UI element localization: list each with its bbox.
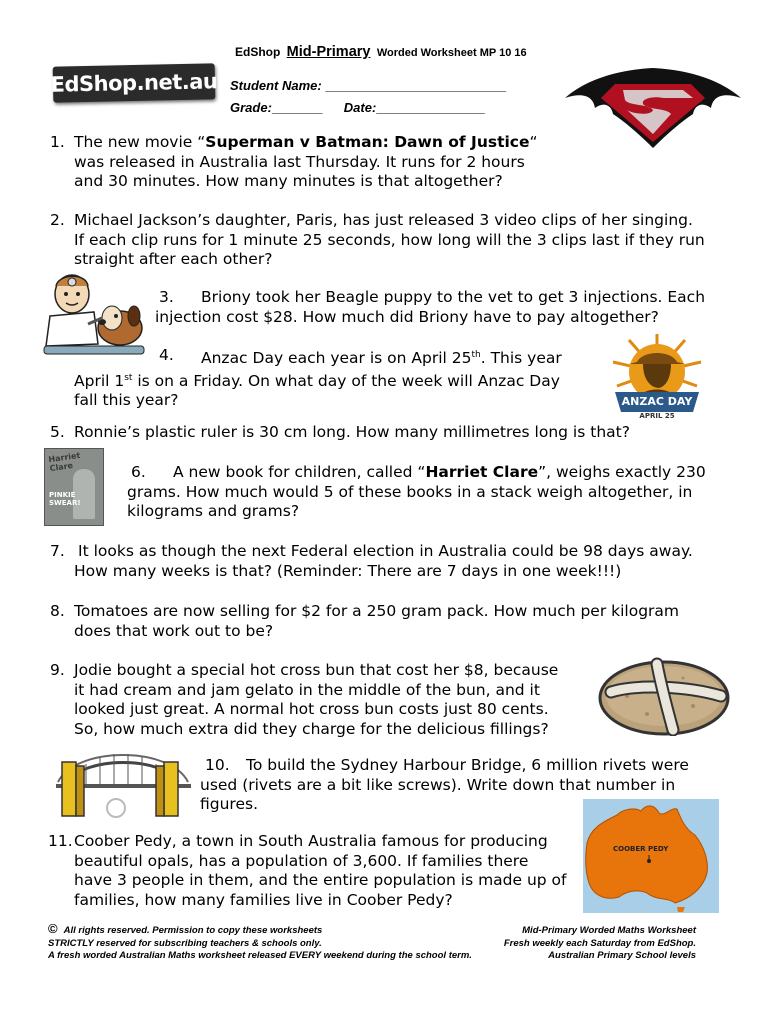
australia-map-shape (583, 799, 719, 913)
book-title-line-2: Clare (49, 460, 74, 474)
q9-line-1: Jodie bought a special hot cross bun that cost her $8, because (74, 661, 559, 679)
footer-rights: All rights reserved. Permission to copy these worksheets (63, 925, 323, 936)
book-subtitle: PINKIE SWEAR! (49, 491, 81, 507)
question-number: 7. (50, 542, 65, 560)
book-title-line-1: Harriet (47, 450, 81, 465)
q6-line-3: kilograms and grams? (127, 502, 300, 520)
q4-line-2: April 1 (74, 371, 125, 390)
question-number: 10. (205, 756, 230, 774)
q3-line-1: Briony took her Beagle puppy to the vet to get 3 injections. Each (201, 288, 706, 306)
coober-pedy-label: COOBER PEDY (613, 845, 669, 853)
q6-text-end: ”, weighs exactly 230 (538, 463, 706, 481)
q6-text: A new book for children, called “ (173, 463, 426, 481)
q4-line-1: Anzac Day each year is on April 25 (201, 349, 472, 368)
movie-title: Superman v Batman: Dawn of Justice (205, 133, 530, 151)
student-name-label: Student Name: (230, 78, 326, 93)
grade-label: Grade: (230, 100, 272, 115)
q1-line-3: and 30 minutes. How many minutes is that altogether? (74, 172, 503, 190)
anzac-label: ANZAC DAY (621, 395, 693, 408)
q10-line-2: used (rivets are a bit like screws). Write down that number in (200, 775, 676, 794)
q11-line-3: have 3 people in them, and the entire population is made up of (74, 871, 567, 889)
date-field[interactable]: _______________ (376, 100, 485, 115)
anzac-day-badge (607, 332, 707, 424)
question-9 (50, 661, 610, 739)
q1-text: The new movie “ (74, 133, 206, 151)
footer-permission: STRICTLY reserved for subscribing teachers & schools only. (48, 937, 322, 949)
student-name-field[interactable]: _________________________ (325, 78, 507, 93)
question-1 (50, 133, 570, 192)
footer-left (48, 923, 508, 963)
question-5 (50, 423, 750, 443)
q2-line-1: Michael Jackson’s daughter, Paris, has just released 3 video clips of her singing. (74, 211, 693, 229)
book-cover (44, 448, 104, 526)
question-2 (50, 211, 750, 270)
footer-right (480, 925, 696, 963)
question-11 (48, 832, 588, 910)
q11-line-1: Coober Pedy, a town in South Australia famous for producing (74, 832, 548, 850)
question-number: 11. (48, 832, 73, 850)
question-4 (74, 346, 614, 411)
date-label: Date: (343, 100, 377, 115)
q2-line-2: If each clip runs for 1 minute 25 seconds, how long will the 3 clips last if they run (74, 230, 705, 249)
question-6 (127, 463, 727, 522)
q1-line-2: was released in Australia last Thursday. It runs for 2 hours (74, 152, 525, 171)
q11-line-4: families, how many families live in Coober Pedy? (74, 890, 453, 909)
q4-line-1-end: . This year (480, 349, 562, 368)
q7-line-2: How many weeks is that? (Reminder: There are 7 days in one week!!!) (74, 561, 622, 580)
sydney-harbour-bridge-image (56, 742, 191, 820)
q10-line-1: To build the Sydney Harbour Bridge, 6 million rivets were (246, 756, 689, 774)
footer-right-2: Fresh weekly each Saturday from EdShop. (503, 937, 696, 949)
edshop-logo (50, 63, 218, 102)
book-name: Harriet Clare (425, 463, 539, 481)
q11-line-2: beautiful opals, has a population of 3,600. If families there (74, 851, 529, 870)
australia-map (583, 799, 719, 913)
q2-line-3: straight after each other? (74, 250, 273, 268)
footer-right-1: Mid-Primary Worded Maths Worksheet (522, 925, 696, 936)
question-number: 2. (50, 211, 65, 229)
level-text: Mid-Primary (286, 44, 371, 60)
logo-text: EdShop.net.au (50, 69, 218, 97)
question-number: 8. (50, 602, 65, 620)
q3-line-2: injection cost $28. How much did Briony have to pay altogether? (155, 307, 659, 326)
q5-line-1: Ronnie’s plastic ruler is 30 cm long. How many millimetres long is that? (74, 423, 630, 441)
q4-sup-st: st (124, 372, 133, 383)
q9-line-2: it had cream and jam gelato in the middle of the bun, and it (74, 680, 540, 699)
superman-batman-logo (563, 62, 743, 152)
student-name-row (230, 78, 506, 93)
q1-quote: “ (529, 133, 538, 151)
q7-line-1: It looks as though the next Federal election in Australia could be 98 days away. (78, 542, 693, 560)
question-number: 1. (50, 133, 65, 151)
question-number: 6. (131, 463, 146, 481)
hot-cross-bun-image (597, 656, 732, 736)
grade-field[interactable]: _______ (271, 100, 323, 115)
question-number: 9. (50, 661, 65, 679)
footer-weekly: A fresh worded Australian Maths worksheet released EVERY weekend during the school term. (48, 950, 472, 961)
q8-line-1: Tomatoes are now selling for $2 for a 250 gram pack. How much per kilogram (74, 602, 680, 620)
q10-line-3: figures. (200, 795, 258, 813)
q6-line-2: grams. How much would 5 of these books in a stack weigh altogether, in (127, 482, 693, 501)
brand-text: EdShop (235, 45, 281, 59)
copyright-symbol: © (48, 921, 58, 936)
question-number: 3. (159, 288, 174, 306)
q9-line-3: looked just great. A normal hot cross bun costs just 80 cents. (74, 700, 549, 718)
question-number: 4. (159, 346, 174, 364)
q4-line-3: fall this year? (74, 391, 179, 410)
footer-right-3: Australian Primary School levels (548, 950, 696, 961)
anzac-date: APRIL 25 (639, 412, 675, 420)
worksheet-title: Worded Worksheet MP 10 16 (376, 47, 527, 59)
question-number: 5. (50, 423, 65, 441)
q9-line-4: So, how much extra did they charge for the delicious fillings? (74, 719, 549, 738)
question-3 (155, 288, 735, 327)
question-8 (50, 602, 750, 641)
q4-line-2-end: is on a Friday. On what day of the week will Anzac Day (132, 371, 560, 390)
worksheet-header (235, 44, 527, 60)
anzac-soldier-icon (607, 332, 707, 424)
grade-date-row (230, 100, 485, 115)
q4-sup-th: th (471, 350, 481, 360)
q8-line-2: does that work out to be? (74, 621, 274, 640)
question-7 (50, 542, 750, 581)
